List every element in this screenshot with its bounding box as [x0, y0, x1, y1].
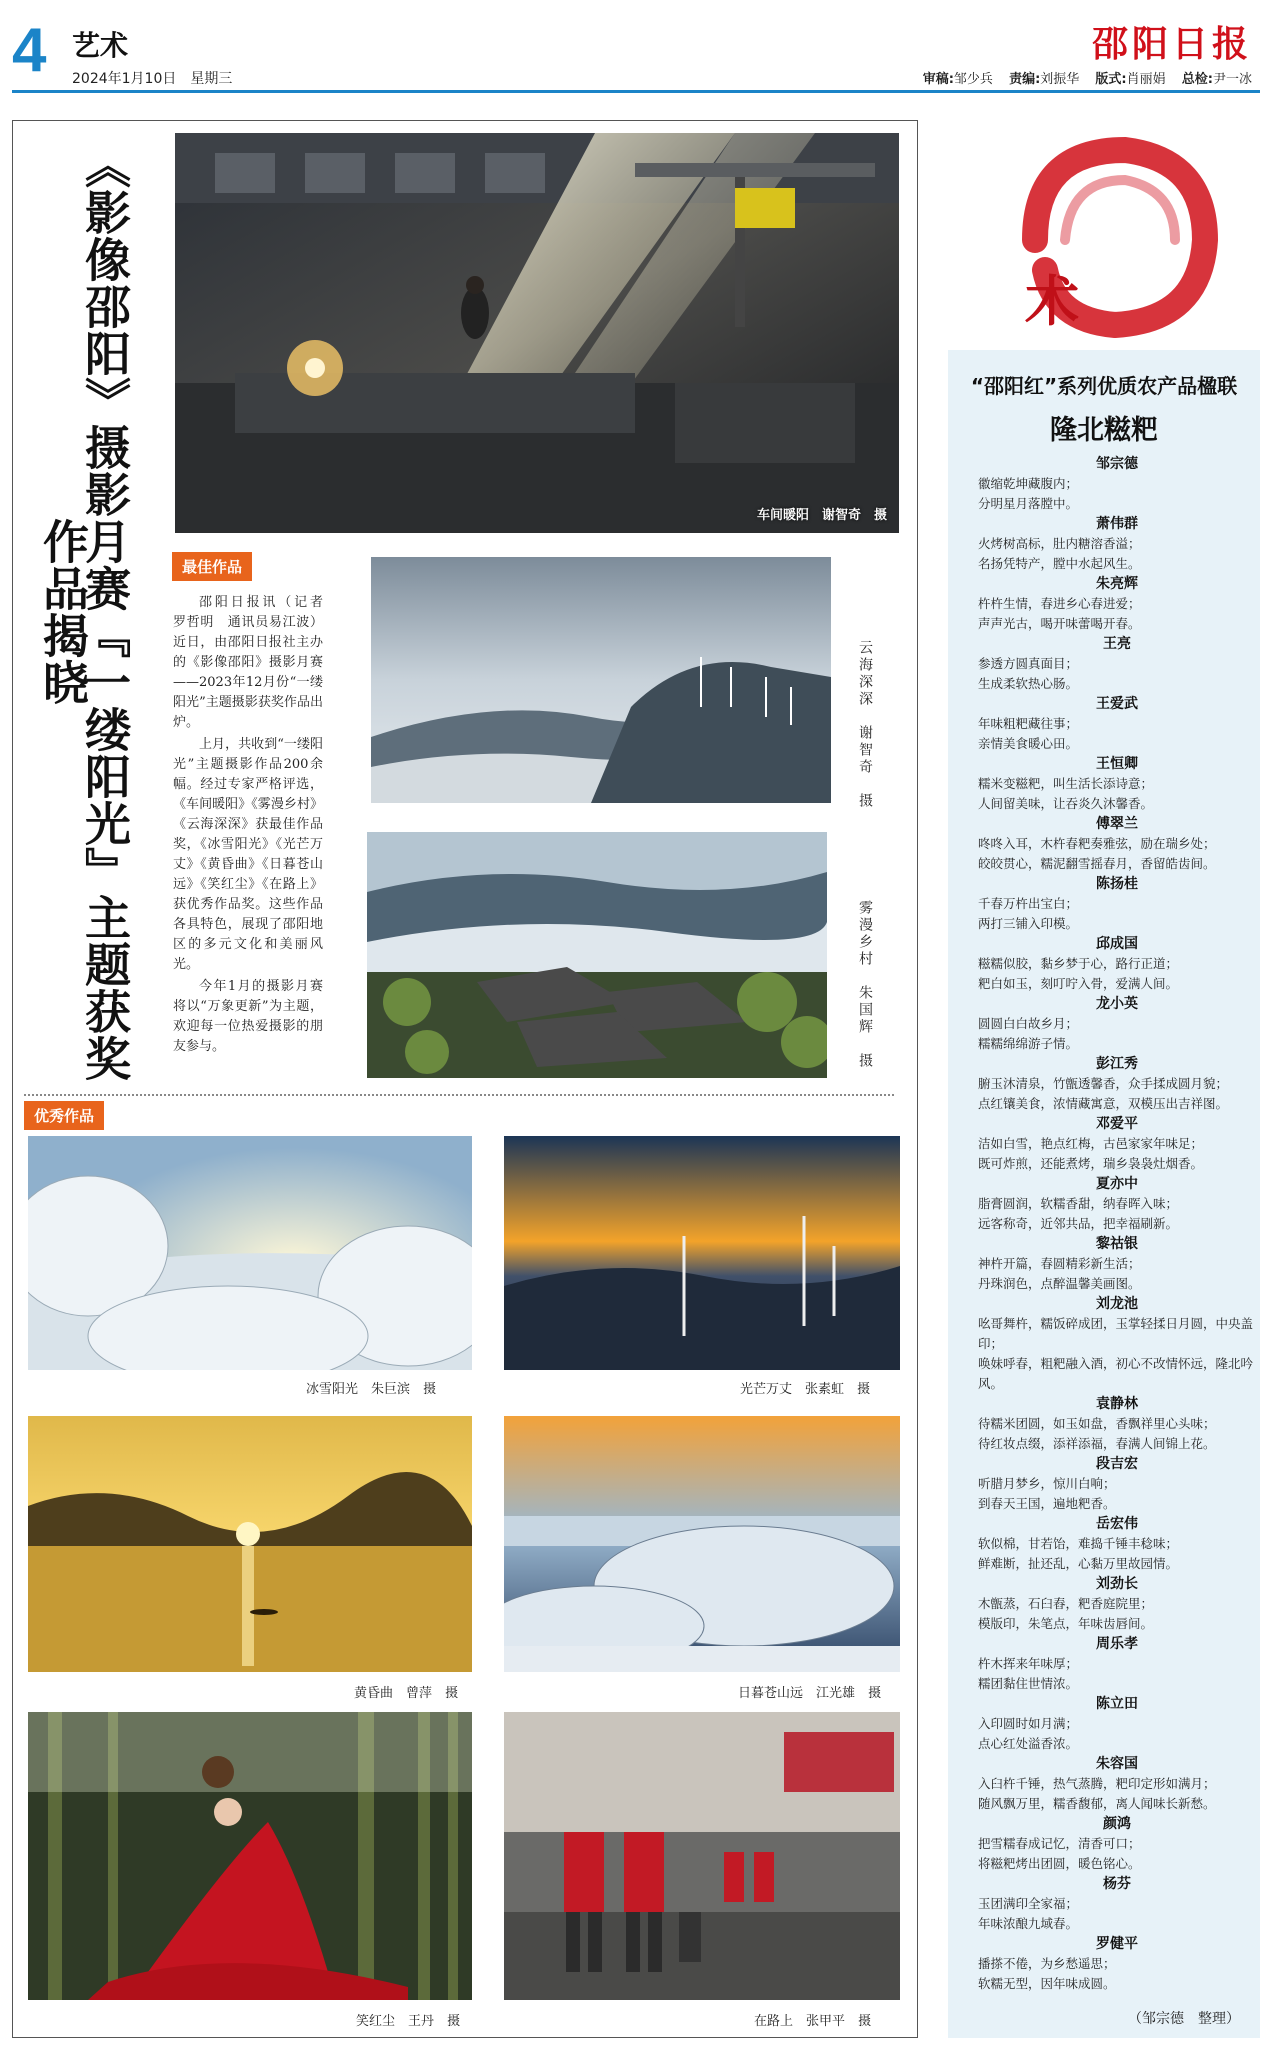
couplet-item: [978, 874, 1256, 934]
couplets-subtitle: 隆北糍粑: [1050, 415, 1158, 446]
couplet-item: [978, 994, 1256, 1054]
couplet-author: 夏亦中: [1096, 1176, 1138, 1192]
couplet-line: 亲情美食暖心田。: [978, 736, 1079, 751]
caption-author: 朱巨滨: [371, 1382, 411, 1397]
couplet-author: 王亮: [1103, 636, 1131, 652]
couplet-author: 陈立田: [1096, 1696, 1138, 1712]
couplet-author: 彭江秀: [1096, 1056, 1138, 1072]
couplet-line: 木甑蒸，石臼舂，粑香庭院里；: [978, 1596, 1154, 1611]
art-column-logo: [975, 120, 1225, 350]
couplet-line: 年味粗粑藏往事；: [978, 716, 1079, 731]
couplet-item: [978, 754, 1256, 814]
couplet-author: 杨芬: [1103, 1876, 1131, 1892]
caption-author: 王丹: [408, 2014, 435, 2029]
best-works-tag: 最佳作品: [172, 552, 252, 581]
couplet-item: [978, 1234, 1256, 1294]
couplet-author: 陈扬桂: [1096, 876, 1138, 892]
couplet-author: 袁静林: [1096, 1396, 1138, 1412]
caption-title: 车间暖阳: [756, 508, 809, 523]
couplet-item: [978, 1694, 1256, 1754]
caption-title: 黄昏曲: [354, 1686, 394, 1701]
photo-caption: [356, 2010, 460, 2029]
newspaper-logo: 邵阳日报: [1091, 23, 1252, 65]
couplet-item: [978, 694, 1256, 754]
credit-role: 版式:: [1095, 72, 1127, 87]
photo-ice-snow-sunlight: [28, 1136, 472, 1370]
couplet-line: 糯糯绵绵游子情。: [978, 1036, 1079, 1051]
couplet-line: 丹珠润色，点醉温馨美画图。: [978, 1276, 1141, 1291]
couplet-line: 远客称奇，近邻共品，把幸福刷新。: [978, 1216, 1179, 1231]
couplet-line: 杵杵生情，春进乡心春进爱；: [978, 596, 1141, 611]
couplet-author: 岳宏伟: [1096, 1516, 1138, 1532]
caption-suffix: 摄: [857, 1382, 871, 1397]
couplet-item: [978, 1814, 1256, 1874]
couplet-line: 洁如白雪，艳点红梅，古邑家家年味足；: [978, 1136, 1204, 1151]
section-title: 艺术: [72, 29, 129, 62]
couplet-line: 火烤树高标，肚内糖溶香溢；: [978, 536, 1141, 551]
caption-title: 在路上: [754, 2014, 794, 2029]
couplet-line: 参透方圆真面目；: [978, 656, 1079, 671]
caption-suffix: 摄: [423, 1382, 437, 1397]
caption-author: 曾萍: [406, 1686, 433, 1701]
photo-caption: [757, 504, 887, 523]
caption-title: 笑红尘: [356, 2014, 396, 2029]
couplet-line: 人间留美味，让吞炎久沐馨香。: [978, 796, 1154, 811]
photo-sunrays-windmills: [504, 1136, 900, 1370]
compiler-credit: （邹宗德 整理）: [1128, 2011, 1240, 2027]
caption-suffix: 摄: [858, 2014, 872, 2029]
photo-caption: [740, 1378, 870, 1397]
issue-date: 2024年1月10日 星期三: [72, 71, 233, 87]
couplet-line: 玉团满印全家福；: [978, 1896, 1079, 1911]
couplet-line: 千春万杵出宝白；: [978, 896, 1079, 911]
couplet-item: [978, 634, 1256, 694]
caption-author: 江光雄: [816, 1686, 856, 1701]
couplet-line: 两打三铺入印模。: [978, 916, 1079, 931]
caption-title: 光芒万丈: [740, 1382, 793, 1397]
couplet-line: 待红妆点缀，添祥添福，春满人间锦上花。: [978, 1436, 1216, 1451]
credit-name: 刘振华: [1040, 72, 1080, 87]
couplet-line: 播搽不倦，为乡愁遥思；: [978, 1956, 1116, 1971]
photo-dusk-melody: [28, 1416, 472, 1672]
couplet-line: 入臼杵千锤，热气蒸腾，粑印定形如满月；: [978, 1776, 1216, 1791]
page-number: 4: [12, 16, 47, 85]
caption-title: 日暮苍山远: [738, 1686, 804, 1701]
couplet-line: 入印圆时如月满；: [978, 1716, 1079, 1731]
credit-name: 肖丽娟: [1126, 72, 1166, 87]
couplet-line: 点红镶美食，浓情藏寓意，双模压出吉祥图。: [978, 1096, 1229, 1111]
couplet-line: 将糍粑烤出团圆，暖色铭心。: [978, 1856, 1141, 1871]
couplet-author: 邓爱平: [1096, 1116, 1138, 1132]
couplet-item: [978, 1054, 1256, 1114]
couplet-item: [978, 454, 1256, 514]
credit-role: 责编:: [1009, 72, 1041, 87]
photo-caption-vertical: 雾漫乡村 朱国辉 摄: [857, 900, 873, 1070]
article-paragraph: 邵阳日报讯（记者 罗哲明 通讯员易江波）近日，由邵阳日报社主办的《影像邵阳》摄影月赛——2023年12月份“一缕阳光”主题摄影获奖作品出炉。: [173, 595, 337, 730]
caption-title: 冰雪阳光: [306, 1382, 359, 1397]
couplet-author: 萧伟群: [1096, 516, 1138, 532]
photo-distant-mountains-dusk: [504, 1416, 900, 1672]
couplet-item: [978, 1394, 1256, 1454]
couplet-author: 朱亮辉: [1096, 576, 1138, 592]
couplet-line: 糯团黏住世情浓。: [978, 1676, 1079, 1691]
couplet-line: 吆哥舞杵，糯饭碎成团，玉掌轻揉日月圆，中央盖印；: [978, 1316, 1254, 1351]
couplet-line: 糍糯似胶，黏乡梦于心，路行正道；: [978, 956, 1179, 971]
couplet-item: [978, 1294, 1256, 1394]
couplet-item: [978, 1574, 1256, 1634]
article-body: [173, 593, 337, 1059]
couplets-list: [978, 454, 1256, 1994]
couplets-title: “邵阳红”系列优质农产品楹联: [970, 374, 1238, 398]
caption-author: 张甲平: [806, 2014, 846, 2029]
couplet-author: 龙小英: [1096, 996, 1138, 1012]
couplet-line: 粑白如玉，刻叮咛入骨，爱满人间。: [978, 976, 1179, 991]
couplet-line: 待糯米团圆，如玉如盘，香飘祥里心头味；: [978, 1416, 1216, 1431]
section-divider: [24, 1094, 894, 1096]
couplet-author: 王恒卿: [1096, 756, 1138, 772]
credit-role: 总检:: [1181, 72, 1213, 87]
couplet-item: [978, 1934, 1256, 1994]
couplet-line: 唤妹呼春，粗粑融入酒，初心不改情怀远，隆北吟风。: [978, 1356, 1254, 1391]
photo-on-the-road: [504, 1712, 900, 2000]
couplet-author: 邹宗德: [1096, 456, 1138, 472]
couplet-line: 腑玉沐清泉，竹甑透馨香，众手揉成圆月貌；: [978, 1076, 1229, 1091]
caption-author: 张素虹: [805, 1382, 845, 1397]
credit-role: 审稿:: [922, 72, 954, 87]
couplet-line: 脂膏圆润，软糯香甜，纳春晖入味；: [978, 1196, 1179, 1211]
credit-name: 邹少兵: [953, 72, 993, 87]
credit-name: 尹一冰: [1212, 72, 1252, 87]
caption-suffix: 摄: [868, 1686, 882, 1701]
article-headline: 《影像邵阳》摄影月赛『一缕阳光』主题获奖作品揭晓: [36, 142, 132, 1082]
article-paragraph: 今年1月的摄影月赛将以“万象更新”为主题，欢迎每一位热爱摄影的朋友参与。: [173, 979, 323, 1054]
couplet-author: 朱容国: [1096, 1756, 1138, 1772]
couplet-line: 到春天王国，遍地粑香。: [978, 1496, 1116, 1511]
couplet-line: 年味浓酿九域春。: [978, 1916, 1079, 1931]
photo-sea-of-clouds: [371, 557, 831, 803]
couplet-line: 软糯无型，因年味成圆。: [978, 1976, 1116, 1991]
photo-misty-village: [367, 832, 827, 1078]
couplet-line: 把雪糯春成记忆，清香可口；: [978, 1836, 1141, 1851]
caption-author: 谢智奇 摄: [821, 508, 887, 523]
couplet-author: 段吉宏: [1096, 1456, 1138, 1472]
couplet-item: [978, 1754, 1256, 1814]
couplet-author: 邱成国: [1096, 936, 1138, 952]
couplet-line: 生成柔软热心肠。: [978, 676, 1079, 691]
couplet-item: [978, 1114, 1256, 1174]
photo-caption-vertical: 云海深深 谢智奇 摄: [857, 640, 873, 810]
editor-credits: [923, 68, 1252, 87]
header-rule: [12, 90, 1260, 93]
couplet-line: 圆圆白白故乡月；: [978, 1016, 1079, 1031]
couplet-line: 皎皎贯心，糯泥翻雪摇春月，香留皓齿间。: [978, 856, 1216, 871]
couplet-item: [978, 1634, 1256, 1694]
couplet-line: 声声光古，喝开味蕾喝开春。: [978, 616, 1141, 631]
couplet-line: 杵木挥来年味厚；: [978, 1656, 1079, 1671]
excellent-works-tag: 优秀作品: [24, 1101, 104, 1130]
couplet-author: 罗健平: [1096, 1936, 1138, 1952]
photo-caption: [738, 1682, 881, 1701]
couplet-author: 王爱武: [1096, 696, 1138, 712]
caption-suffix: 摄: [447, 2014, 461, 2029]
couplet-author: 傅翠兰: [1096, 816, 1138, 832]
couplet-author: 颜鸿: [1103, 1816, 1131, 1832]
couplet-item: [978, 1174, 1256, 1234]
couplet-item: [978, 934, 1256, 994]
couplet-line: 分明星月落膛中。: [978, 496, 1079, 511]
couplet-author: 黎祜银: [1096, 1236, 1138, 1252]
couplet-item: [978, 1454, 1256, 1514]
couplet-line: 糯米变糍粑，叫生活长添诗意；: [978, 776, 1154, 791]
couplet-line: 名扬凭特产，膛中水起风生。: [978, 556, 1141, 571]
couplet-line: 软似棉，甘若饴，难捣千锤丰稔味；: [978, 1536, 1179, 1551]
photo-caption: [754, 2010, 871, 2029]
couplet-author: 刘劲长: [1096, 1576, 1138, 1592]
couplet-item: [978, 814, 1256, 874]
photo-caption: [354, 1682, 458, 1701]
couplet-line: 鲜难断，扯还乱，心黏万里故园情。: [978, 1556, 1179, 1571]
photo-caption: [306, 1378, 436, 1397]
couplet-item: [978, 514, 1256, 574]
logo-char: 艺: [1075, 199, 1129, 263]
couplet-line: 模版印，朱笔点，年味齿唇间。: [978, 1616, 1154, 1631]
couplet-item: [978, 1874, 1256, 1934]
couplet-author: 周乐孝: [1096, 1636, 1138, 1652]
couplet-author: 刘龙池: [1096, 1296, 1138, 1312]
couplet-line: 咚咚入耳，木杵春粑奏雅弦，励在瑞乡处；: [978, 836, 1216, 851]
logo-char: 术: [1025, 269, 1079, 333]
photo-red-dress-bamboo: [28, 1712, 472, 2000]
couplet-line: 听腊月梦乡，惊川白响；: [978, 1476, 1116, 1491]
couplet-item: [978, 574, 1256, 634]
couplet-line: 点心红处溢香浓。: [978, 1736, 1079, 1751]
couplet-line: 随风飘万里，糯香馥郁，离人闻味长新愁。: [978, 1796, 1216, 1811]
photo-factory-workshop: [175, 133, 899, 533]
couplet-line: 徽缩乾坤藏腹内；: [978, 476, 1079, 491]
caption-suffix: 摄: [445, 1686, 459, 1701]
couplet-line: 既可炸煎，还能煮烤，瑞乡袅袅灶烟香。: [978, 1156, 1204, 1171]
article-paragraph: 上月，共收到“一缕阳光”主题摄影作品200余幅。经过专家严格评选，《车间暖阳》《雾漫乡村》《云海深深》获最佳作品奖，《冰雪阳光》《光芒万丈》《黄昏曲》《日暮苍山远》《笑红尘》《在路上》获优秀作品奖。这些作品各具特色，展现了邵阳地区的多元文化和美丽风光。: [173, 737, 323, 972]
couplet-item: [978, 1514, 1256, 1574]
couplet-line: 神杵开篇，春圆精彩新生活；: [978, 1256, 1141, 1271]
